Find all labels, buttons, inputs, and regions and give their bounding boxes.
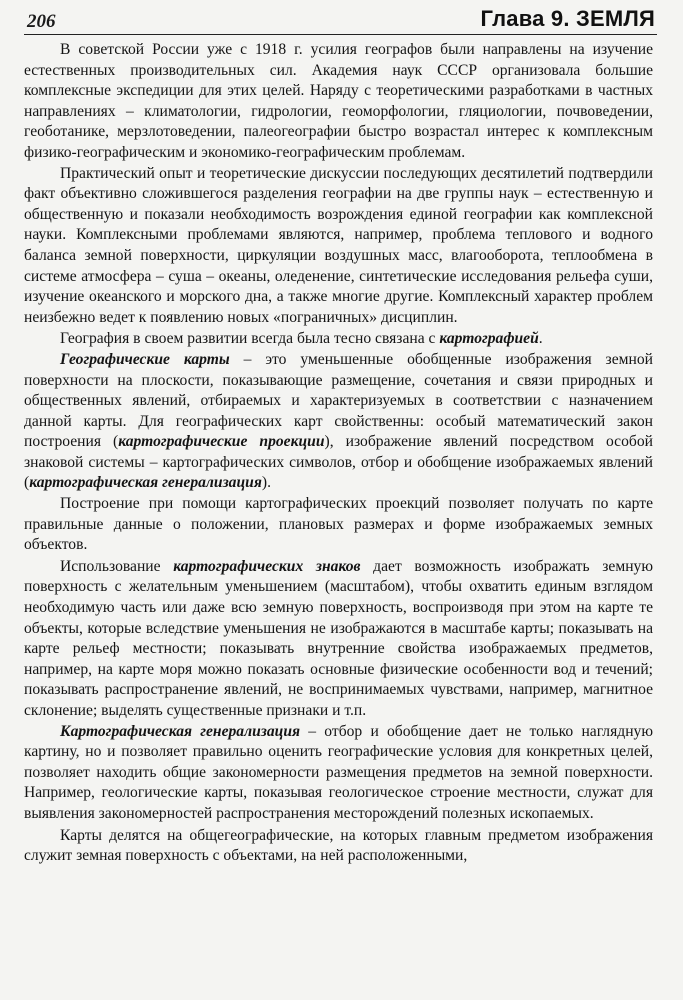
- emphasized-term: картографическая генерализация: [29, 474, 262, 492]
- text-run: – отбор и обобщение дает не только наглядную картину, но и позволяет правильно оценить географические условия для конкретных целей, позволяет находить общие закономерности размещения предметов на земной поверхности. Например, геологические карты, показывая геологическое строение местности, служат для выявления закономерностей распространения месторождений полезных ископаемых.: [24, 722, 653, 822]
- emphasized-term: картографические проекции: [118, 433, 325, 451]
- paragraph: [24, 557, 653, 722]
- emphasized-term: картографией: [439, 330, 539, 348]
- text-run: Построение при помощи картографических проекций позволяет получать по карте правильные данные о положении, плановых размерах и форме изображаемых земных объектов.: [24, 495, 653, 554]
- header-rule: [24, 34, 657, 35]
- text-run: Практический опыт и теоретические дискуссии последующих десятилетий подтвердили факт объективно сложившегося разделения географии на две группы наук – естественную и общественную и показали необходимость возрождения единой географии как комплексной науки. Комплексными проблемами являются, например, проблема теплового и водного баланса земной поверхности, циркуляции воздушных масс, влагооборота, теплообмена в системе атмосфера – суша – океаны, оледенение, синтетические исследования рельефа суши, изучение океанского и морского дна, а также многие другие. Комплексный характер проблем неизбежно ведет к появлению новых «пограничных» дисциплин.: [24, 164, 653, 326]
- text-run: В советской России уже с 1918 г. усилия географов были направлены на изучение естественных производительных сил. Академия наук СССР организовала большие комплексные экспедиции для этих целей. Наряду с теоретическими разработками в частных направлениях – климатологии, гидрологии, геоморфологии, гляциологии, почвоведении, геоботанике, мерзлотоведении, палеогеографии быстро возрастал интерес к комплексным физико-географическим и экономико-географическим проблемам.: [24, 41, 653, 161]
- paragraph: [24, 164, 653, 329]
- text-run: Карты делятся на общегеографические, на которых главным предметом изображения служит земная поверхность с объектами, на ней расположенными,: [24, 826, 653, 865]
- paragraph: [24, 350, 653, 494]
- page-header: [24, 0, 653, 40]
- paragraph: [24, 826, 653, 867]
- emphasized-term: Картографическая генерализация: [60, 722, 301, 740]
- text-run: – это уменьшенные обобщенные изображения земной поверхности на плоскости, показывающие размещение, сочетания и связи природных и общественных явлений, отбираемых и характеризуемых в соответствии с назначением данной карты. Для географических карт свойственны: особый математический закон построения (: [24, 350, 653, 451]
- emphasized-term: Географические карты: [60, 350, 230, 368]
- paragraph: [24, 722, 653, 825]
- text-run: .: [538, 330, 543, 348]
- text-run: ), изображение явлений посредством особой знаковой системы – картографических символов, отбор и обобщение изображаемых явлений (: [24, 433, 653, 492]
- paragraph: [24, 40, 653, 164]
- text-run: География в своем развитии всегда была тесно связана с: [60, 330, 440, 348]
- chapter-title: Глава 9. ЗЕМЛЯ: [480, 6, 655, 31]
- paragraph: [24, 494, 653, 556]
- text-run: дает возможность изображать земную поверхность с желательным уменьшением (масштабом), чтобы охватить единым взглядом необходимую часть или даже всю земную поверхность, воспроизводя при этом на карте те объекты, которые вследствие уменьшения не изображаются в масштабе карты; показывать на карте рельеф местности; показывать внутренние свойства изображаемых предметов, например, на карте моря можно показать основные физические особенности вод и течений; показывать распространение явлений, не воспринимаемых чувствами, например, магнитное склонение; выделять существенные признаки и т.п.: [24, 557, 653, 719]
- body-text: [24, 40, 653, 867]
- paragraph: [24, 329, 653, 350]
- page-number: 206: [27, 11, 56, 32]
- text-run: Использование: [60, 557, 174, 575]
- emphasized-term: картографических знаков: [173, 557, 361, 575]
- text-run: ).: [261, 474, 271, 492]
